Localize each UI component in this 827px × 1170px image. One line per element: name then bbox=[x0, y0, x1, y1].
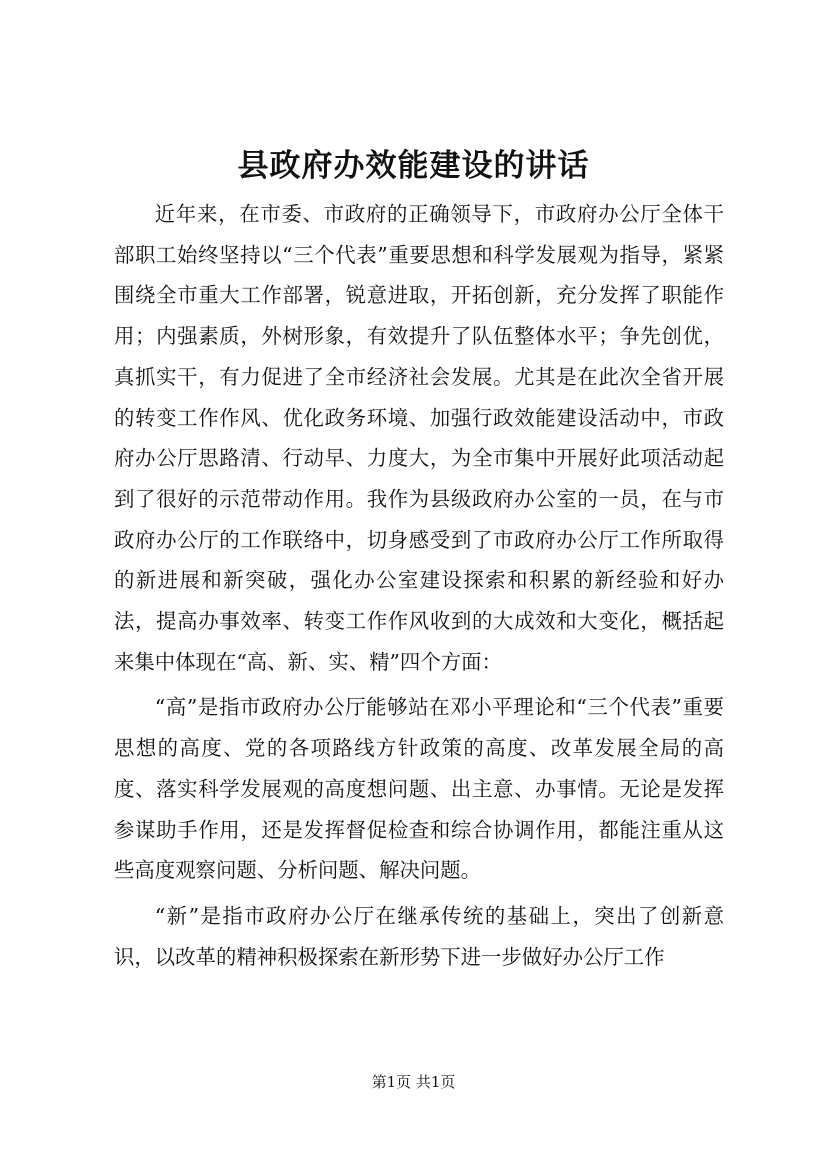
paragraph-3: “新”是指市政府办公厅在继承传统的基础上，突出了创新意识，以改革的精神积极探索在新形势下进一步做好办公厅工作 bbox=[114, 903, 724, 969]
page-number-footer: 第1页 共1页 bbox=[371, 1073, 456, 1091]
document-title: 县政府办效能建设的讲话 bbox=[237, 148, 590, 184]
paragraph-2: “高”是指市政府办公厅能够站在邓小平理论和“三个代表”重要思想的高度、党的各项路线方针政策的高度、改革发展全局的高度、落实科学发展观的高度想问题、出主意、办事情。无论是发挥参谋助手作用，还是发挥督促检查和综合协调作用，都能注重从这些高度观察问题、分析问题、解决问题。 bbox=[114, 695, 724, 883]
paragraph-1: 近年来，在市委、市政府的正确领导下，市政府办公厅全体干部职工始终坚持以“三个代表”重要思想和科学发展观为指导，紧紧围绕全市重大工作部署，锐意进取，开拓创新，充分发挥了职能作用；内强素质，外树形象，有效提升了队伍整体水平；争先创优，真抓实干，有力促进了全市经济社会发展。尤其是在此次全省开展的转变工作作风、优化政务环境、加强行政效能建设活动中，市政府办公厅思路清、行动早、力度大，为全市集中开展好此项活动起到了很好的示范带动作用。我作为县级政府办公室的一员，在与市政府办公厅的工作联络中，切身感受到了市政府办公厅工作所取得的新进展和新突破，强化办公室建设探索和积累的新经验和好办法，提高办事效率、转变工作作风收到的大成效和大变化，概括起来集中体现在“高、新、实、精”四个方面： bbox=[114, 202, 724, 674]
document-body bbox=[114, 194, 724, 977]
